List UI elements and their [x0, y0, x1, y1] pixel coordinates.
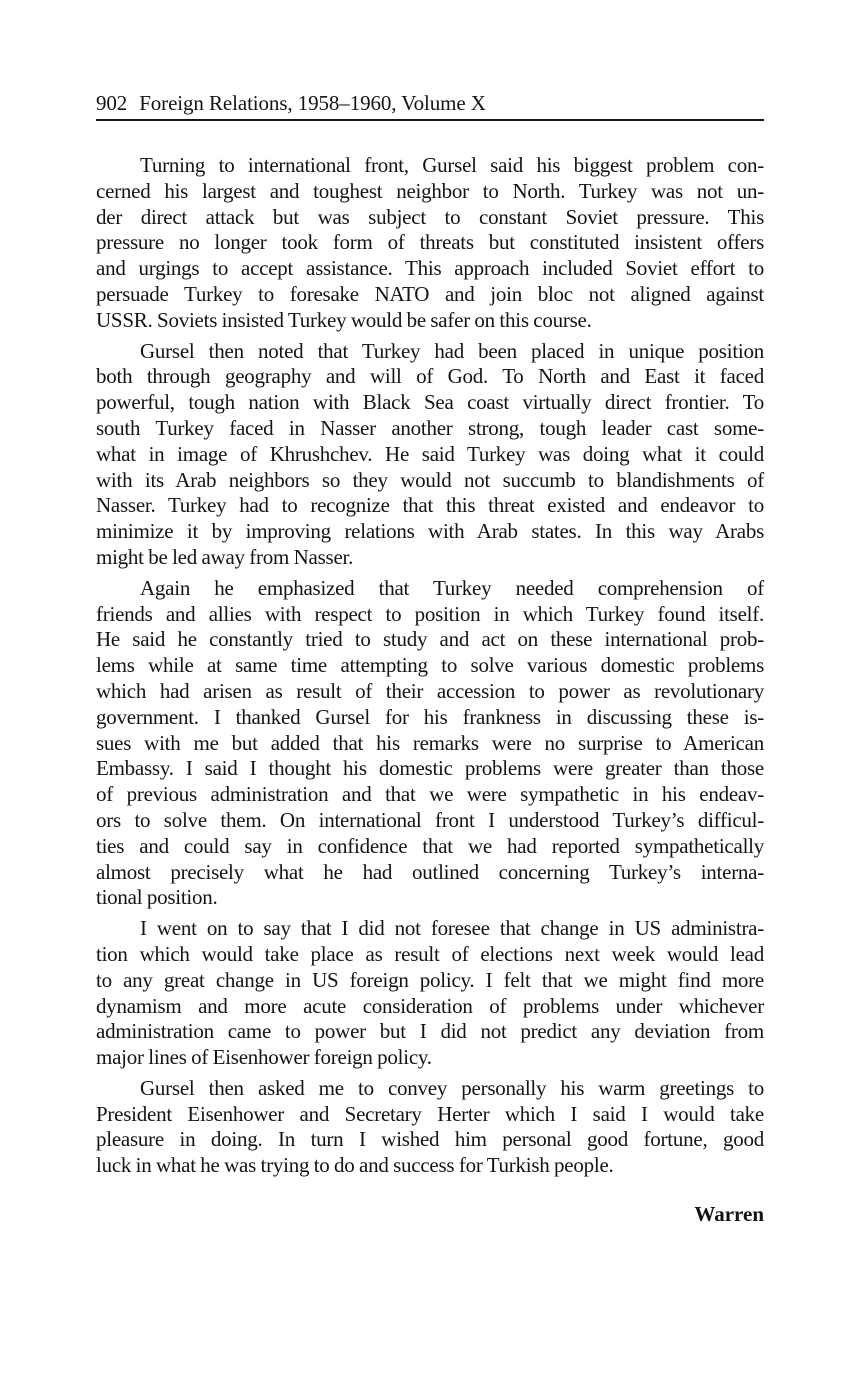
- text-line: tional position.: [96, 885, 218, 910]
- paragraph: [96, 1076, 764, 1179]
- paragraph: [96, 576, 764, 911]
- text-line: to any great change in US foreign policy. I felt that we might find more: [96, 967, 764, 992]
- text-line: government. I thanked Gursel for his frankness in discussing these is-: [96, 704, 764, 729]
- running-head: [96, 90, 764, 118]
- text-line: ties and could say in confidence that we had reported sympathetically: [96, 833, 764, 858]
- text-line: almost precisely what he had outlined concerning Turkey’s interna-: [96, 859, 764, 884]
- text-line: Nasser. Turkey had to recognize that this threat existed and endeavor to: [96, 493, 764, 518]
- text-line: pleasure in doing. In turn I wished him personal good fortune, good: [96, 1127, 764, 1152]
- text-line: Gursel then asked me to convey personally his warm greetings to: [140, 1075, 764, 1100]
- paragraph: [96, 153, 764, 334]
- text-line: administration came to power but I did not predict any deviation from: [96, 1019, 764, 1044]
- text-line: Again he emphasized that Turkey needed comprehension of: [140, 575, 764, 600]
- text-line: of previous administration and that we were sympathetic in his endeav-: [96, 782, 764, 807]
- document-body: [96, 153, 764, 1179]
- text-line: cerned his largest and toughest neighbor to North. Turkey was not un-: [96, 178, 764, 203]
- text-line: ors to solve them. On international front I understood Turkey’s difficul-: [96, 807, 764, 832]
- text-line: might be led away from Nasser.: [96, 544, 354, 569]
- text-line: with its Arab neighbors so they would not succumb to blandishments of: [96, 467, 764, 492]
- page-number: 902: [96, 91, 128, 115]
- text-line: friends and allies with respect to position in which Turkey found itself.: [96, 601, 764, 626]
- signature: Warren: [694, 1202, 764, 1227]
- volume-title: Foreign Relations, 1958–1960, Volume X: [139, 91, 486, 115]
- text-line: minimize it by improving relations with Arab states. In this way Arabs: [96, 519, 764, 544]
- text-line: dynamism and more acute consideration of problems under whichever: [96, 993, 764, 1018]
- text-line: luck in what he was trying to do and success for Turkish people.: [96, 1153, 614, 1178]
- text-line: I went on to say that I did not foresee that change in US administra-: [140, 916, 764, 941]
- text-line: both through geography and will of God. To North and East it faced: [96, 364, 764, 389]
- text-line: sues with me but added that his remarks were no surprise to American: [96, 730, 764, 755]
- text-line: and urgings to accept assistance. This approach included Soviet effort to: [96, 256, 764, 281]
- text-line: Turning to international front, Gursel said his biggest problem con-: [140, 153, 764, 177]
- paragraph: [96, 916, 764, 1071]
- text-line: powerful, tough nation with Black Sea coast virtually direct frontier. To: [96, 390, 764, 415]
- text-line: der direct attack but was subject to constant Soviet pressure. This: [96, 204, 764, 229]
- text-line: President Eisenhower and Secretary Herter which I said I would take: [96, 1101, 764, 1126]
- document-page: [96, 90, 764, 1227]
- text-line: pressure no longer took form of threats but constituted insistent offers: [96, 230, 764, 255]
- text-line: major lines of Eisenhower foreign policy.: [96, 1045, 432, 1070]
- header-rule: [96, 119, 764, 121]
- text-line: USSR. Soviets insisted Turkey would be safer on this course.: [96, 307, 592, 332]
- text-line: persuade Turkey to foresake NATO and join bloc not aligned against: [96, 281, 764, 306]
- text-line: which had arisen as result of their accession to power as revolutionary: [96, 678, 764, 703]
- text-line: Embassy. I said I thought his domestic problems were greater than those: [96, 756, 764, 781]
- text-line: tion which would take place as result of elections next week would lead: [96, 941, 764, 966]
- text-line: Gursel then noted that Turkey had been placed in unique position: [140, 338, 764, 363]
- text-line: lems while at same time attempting to solve various domestic problems: [96, 653, 764, 678]
- text-line: He said he constantly tried to study and act on these international prob-: [96, 627, 764, 652]
- text-line: what in image of Khrushchev. He said Turkey was doing what it could: [96, 441, 764, 466]
- text-line: south Turkey faced in Nasser another strong, tough leader cast some-: [96, 415, 764, 440]
- paragraph: [96, 339, 764, 571]
